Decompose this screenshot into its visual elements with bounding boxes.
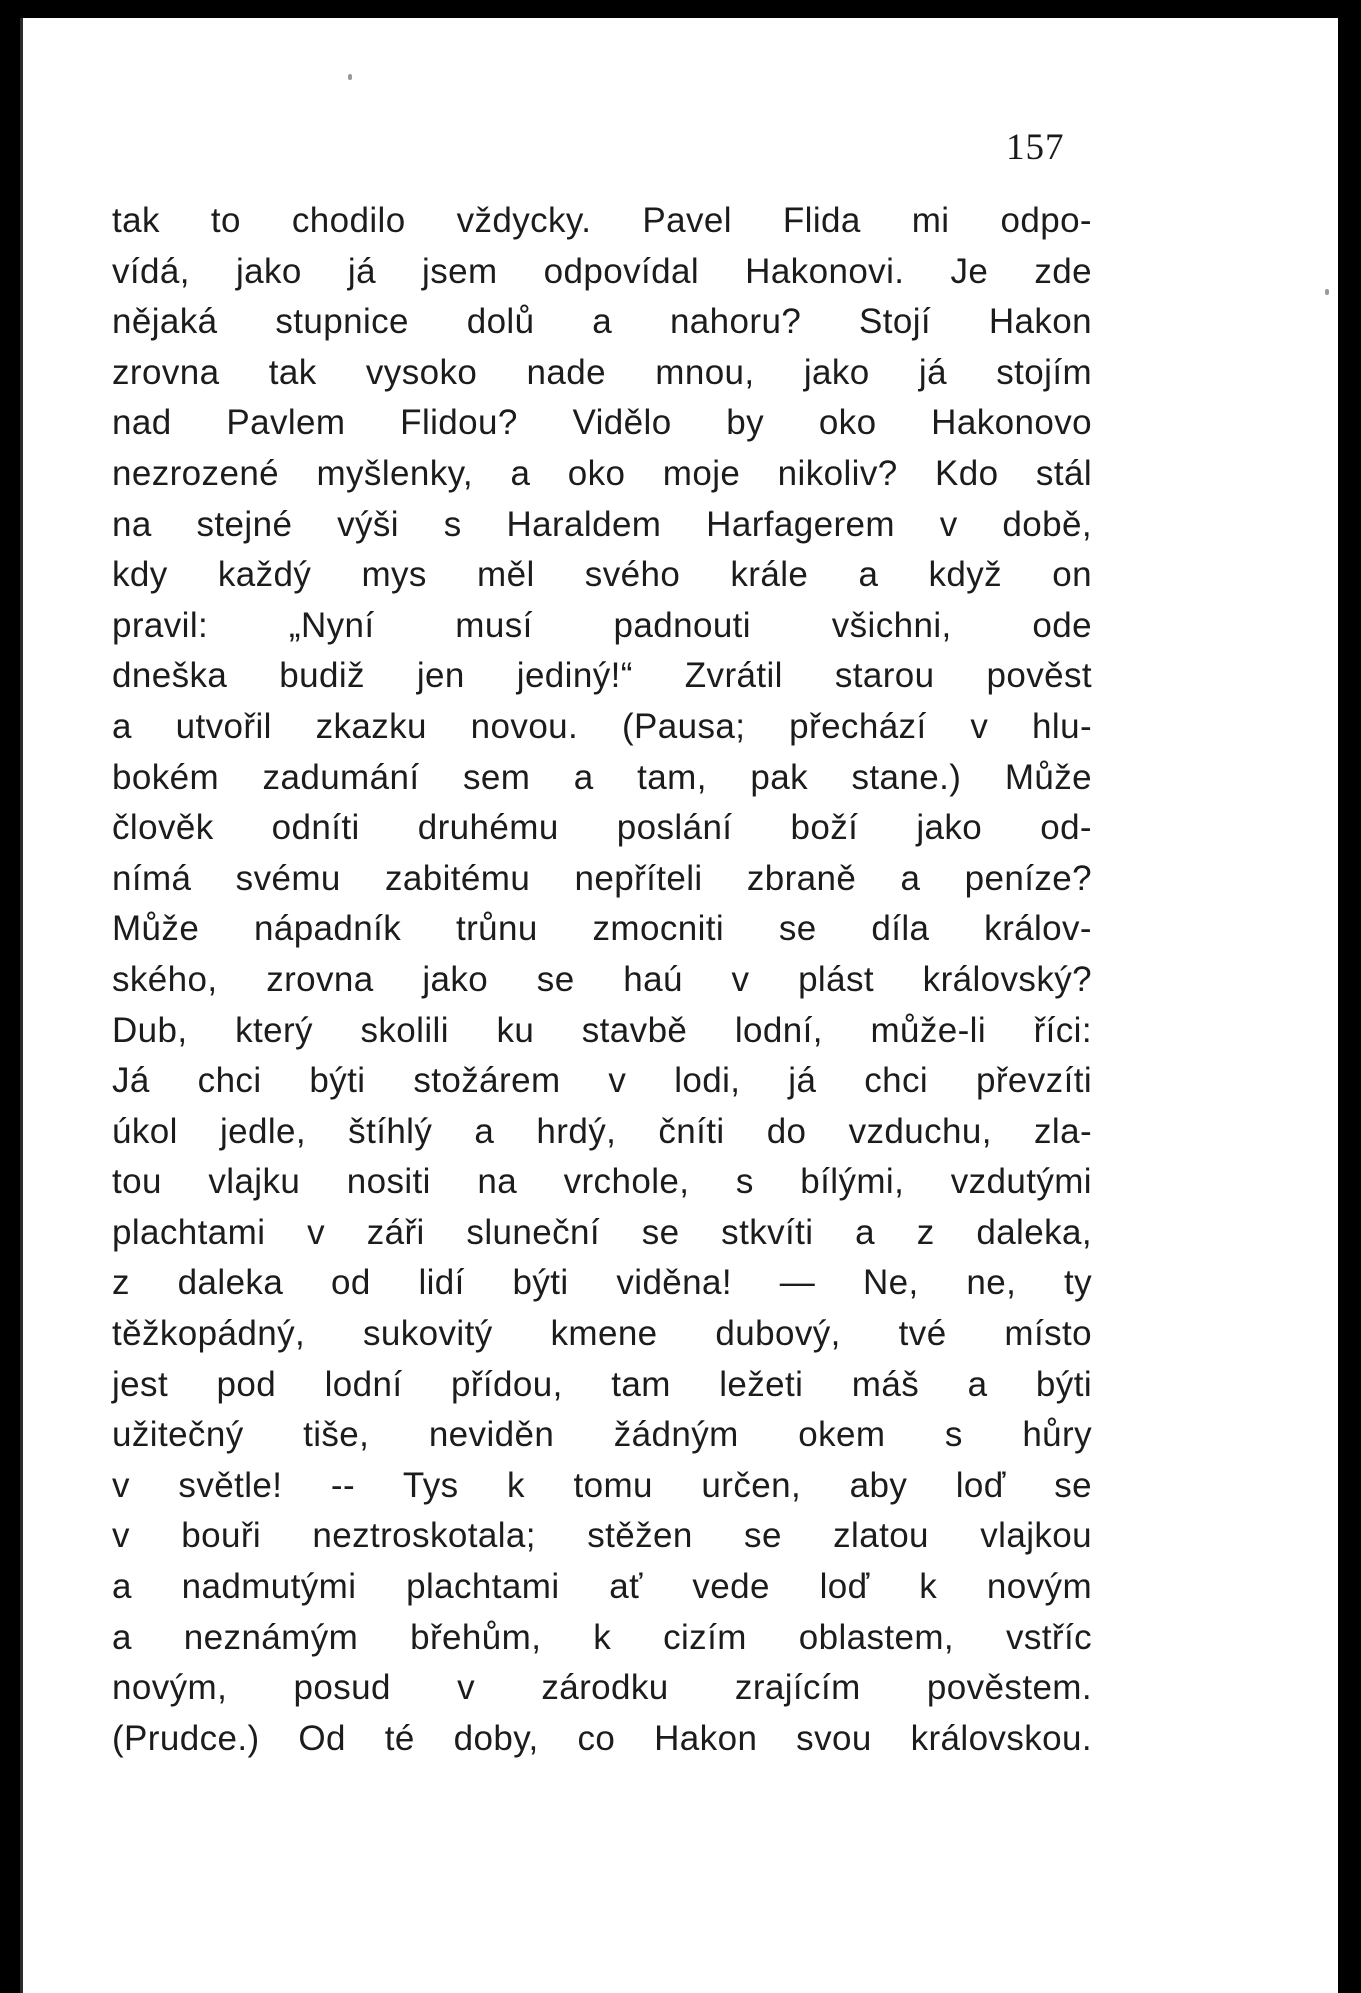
text-line: a neznámým břehům, k cizím oblastem, vstříc <box>112 1617 1092 1657</box>
text-line: nějaká stupnice dolů a nahoru? Stojí Hakon <box>112 302 1092 342</box>
text-line: jest pod lodní přídou, tam ležeti máš a býti <box>112 1364 1092 1404</box>
text-line: a utvořil zkazku novou. (Pausa; přechází v hlu- <box>112 706 1092 746</box>
text-line: z daleka od lidí býti viděna! — Ne, ne, ty <box>112 1263 1092 1303</box>
text-line: dneška budiž jen jediný!“ Zvrátil starou pověst <box>112 656 1092 696</box>
text-line: nímá svému zabitému nepříteli zbraně a peníze? <box>112 858 1092 898</box>
page-number: 157 <box>1006 127 1065 168</box>
text-line: těžkopádný, sukovitý kmene dubový, tvé místo <box>112 1314 1092 1354</box>
text-line: kdy každý mys měl svého krále a když on <box>112 555 1092 595</box>
dust-speck <box>348 74 352 80</box>
text-line: úkol jedle, štíhlý a hrdý, čníti do vzduchu, zla- <box>112 1111 1092 1151</box>
text-line: v světle! -- Tys k tomu určen, aby loď se <box>112 1465 1092 1505</box>
text-line: nezrozené myšlenky, a oko moje nikoliv? Kdo stál <box>112 453 1092 493</box>
text-line: tou vlajku nositi na vrchole, s bílými, vzdutými <box>112 1162 1092 1202</box>
text-line: na stejné výši s Haraldem Harfagerem v době, <box>112 504 1092 544</box>
page-body-text <box>112 196 1092 1764</box>
text-line: plachtami v záři sluneční se stkvíti a z daleka, <box>112 1212 1092 1252</box>
text-line: (Prudce.) Od té doby, co Hakon svou královskou. <box>112 1718 1092 1758</box>
text-line: Dub, který skolili ku stavbě lodní, může-li říci: <box>112 1010 1092 1050</box>
text-line: a nadmutými plachtami ať vede loď k novým <box>112 1567 1092 1607</box>
text-line: ského, zrovna jako se haú v plást královský? <box>112 959 1092 999</box>
text-line: vídá, jako já jsem odpovídal Hakonovi. Je zde <box>112 251 1092 291</box>
text-line: novým, posud v zárodku zrajícím pověstem. <box>112 1668 1092 1708</box>
text-line: Může nápadník trůnu zmocniti se díla králov- <box>112 909 1092 949</box>
text-line: Já chci býti stožárem v lodi, já chci převzíti <box>112 1061 1092 1101</box>
text-line: člověk odníti druhému poslání boží jako od- <box>112 808 1092 848</box>
text-line: v bouři neztroskotala; stěžen se zlatou vlajkou <box>112 1516 1092 1556</box>
text-line: bokém zadumání sem a tam, pak stane.) Může <box>112 757 1092 797</box>
text-line: nad Pavlem Flidou? Vidělo by oko Hakonovo <box>112 403 1092 443</box>
dust-speck <box>1325 289 1329 295</box>
text-line: užitečný tiše, neviděn žádným okem s hůry <box>112 1415 1092 1455</box>
text-line: pravil: „Nyní musí padnouti všichni, ode <box>112 605 1092 645</box>
scan-edge <box>1338 0 1361 1993</box>
text-line: tak to chodilo vždycky. Pavel Flida mi odpo- <box>112 201 1092 240</box>
text-line: zrovna tak vysoko nade mnou, jako já stojím <box>112 352 1092 392</box>
